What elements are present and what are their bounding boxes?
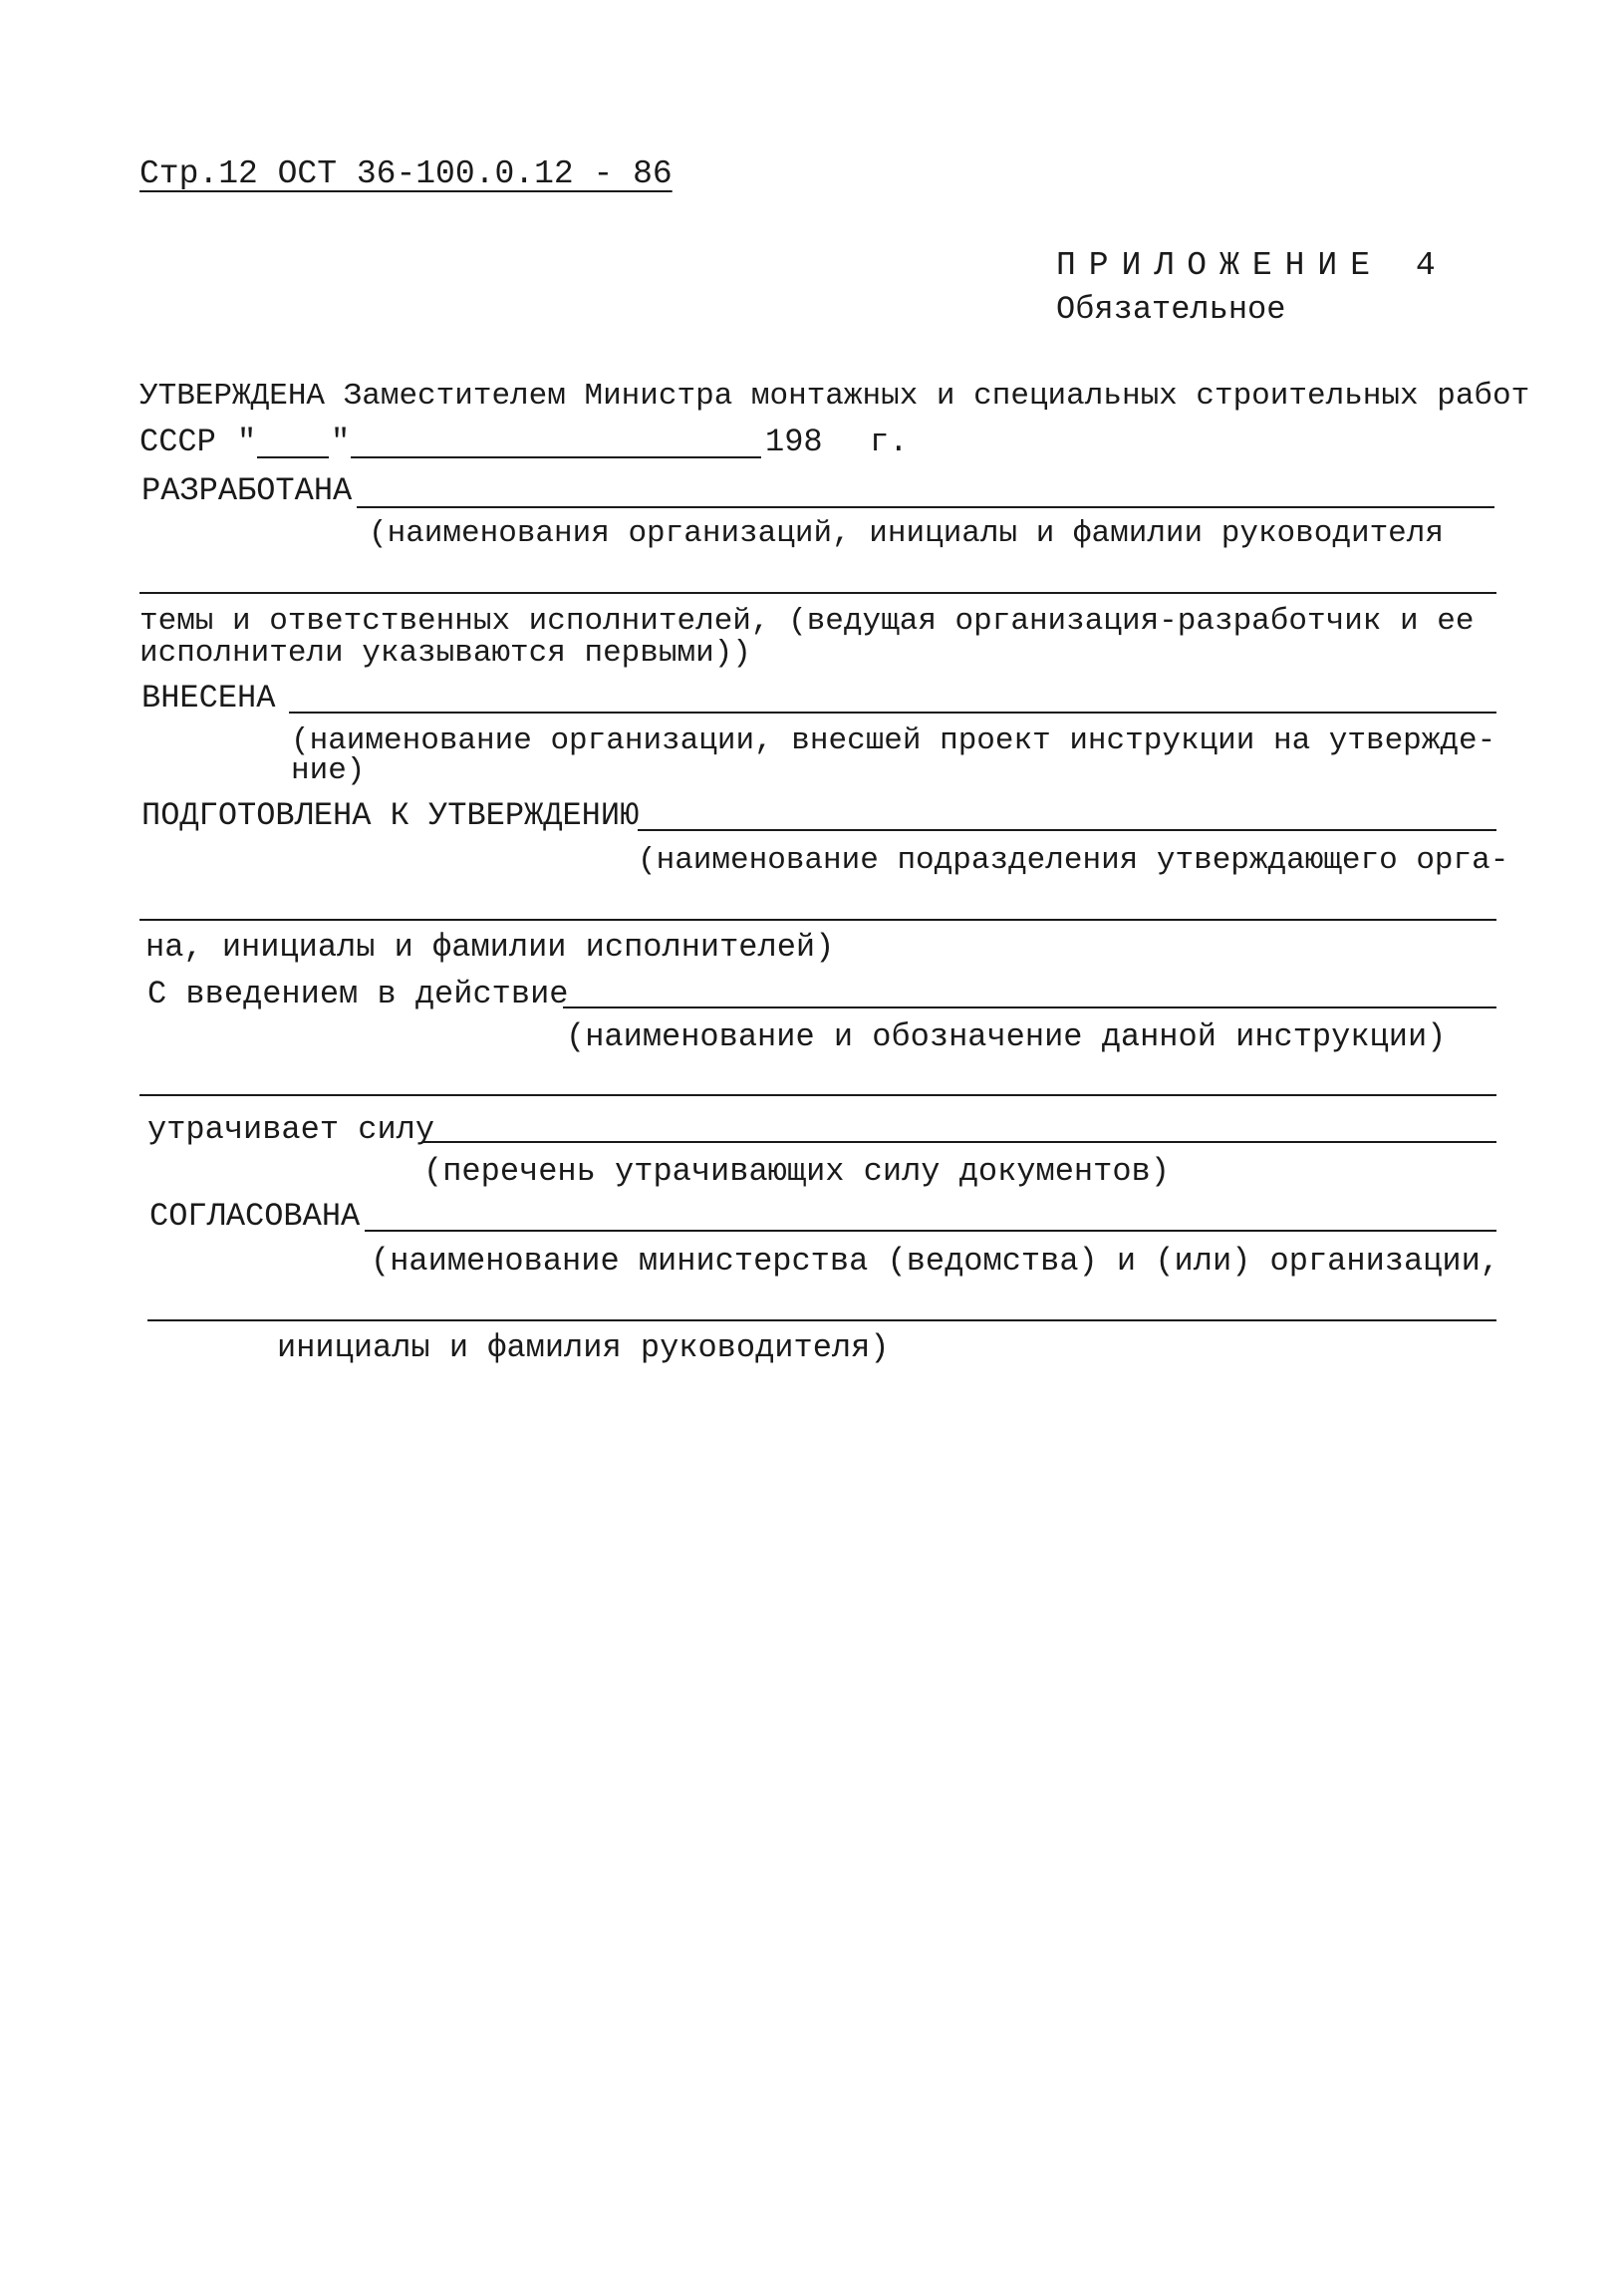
enactment-hint: (наименование и обозначение данной инструкции) xyxy=(566,1018,1447,1055)
enactment-label: С введением в действие xyxy=(147,976,569,1012)
prepared-hint-2: на, инициалы и фамилии исполнителей) xyxy=(145,929,835,966)
developed-hint-2: темы и ответственных исполнителей, (ведущая организация-разработчик и ее xyxy=(139,604,1475,639)
developed-field[interactable] xyxy=(357,506,1494,508)
submitted-field[interactable] xyxy=(289,712,1496,714)
agreed-field[interactable] xyxy=(365,1230,1496,1232)
prepared-field[interactable] xyxy=(638,829,1496,831)
enactment-field-2[interactable] xyxy=(139,1094,1496,1096)
page-header: Стр.12 ОСТ 36-100.0.12 - 86 xyxy=(139,155,673,192)
day-field[interactable] xyxy=(257,427,329,458)
ussr-label: СССР xyxy=(139,424,216,460)
agreed-label: СОГЛАСОВАНА xyxy=(149,1198,361,1235)
prepared-label: ПОДГОТОВЛЕНА К УТВЕРЖДЕНИЮ xyxy=(141,797,640,834)
appendix-title: ПРИЛОЖЕНИЕ 4 xyxy=(1056,247,1449,284)
submitted-label: ВНЕСЕНА xyxy=(141,680,276,717)
developed-label: РАЗРАБОТАНА xyxy=(141,472,353,509)
agreed-field-2[interactable] xyxy=(147,1319,1496,1321)
agreed-hint-2: инициалы и фамилия руководителя) xyxy=(277,1329,890,1366)
year-suffix: г. xyxy=(870,424,909,460)
invalidated-label: утрачивает силу xyxy=(147,1111,435,1148)
enactment-field[interactable] xyxy=(563,1006,1496,1008)
developed-hint-1: (наименования организаций, инициалы и фамилии руководителя xyxy=(369,516,1444,551)
quote-close: " xyxy=(331,424,351,460)
quote-open: " xyxy=(237,424,257,460)
developed-hint-3: исполнители указываются первыми)) xyxy=(139,636,751,671)
submitted-hint-2: ние) xyxy=(291,753,366,788)
prepared-field-2[interactable] xyxy=(139,919,1496,921)
year-prefix: 198 xyxy=(765,424,823,460)
prepared-hint-1: (наименование подразделения утверждающего орга- xyxy=(638,843,1509,878)
approved-line: УТВЕРЖДЕНА Заместителем Министра монтажных и специальных строительных работ xyxy=(139,379,1530,414)
appendix-status: Обязательное xyxy=(1056,291,1286,328)
invalidated-hint: (перечень утрачивающих силу документов) xyxy=(423,1153,1170,1190)
month-field[interactable] xyxy=(351,427,761,458)
developed-field-2[interactable] xyxy=(139,592,1496,594)
invalidated-field[interactable] xyxy=(423,1141,1496,1143)
agreed-hint-1: (наименование министерства (ведомства) и (или) организации, xyxy=(371,1243,1499,1280)
submitted-hint-1: (наименование организации, внесшей проект инструкции на утвержде- xyxy=(291,723,1496,758)
